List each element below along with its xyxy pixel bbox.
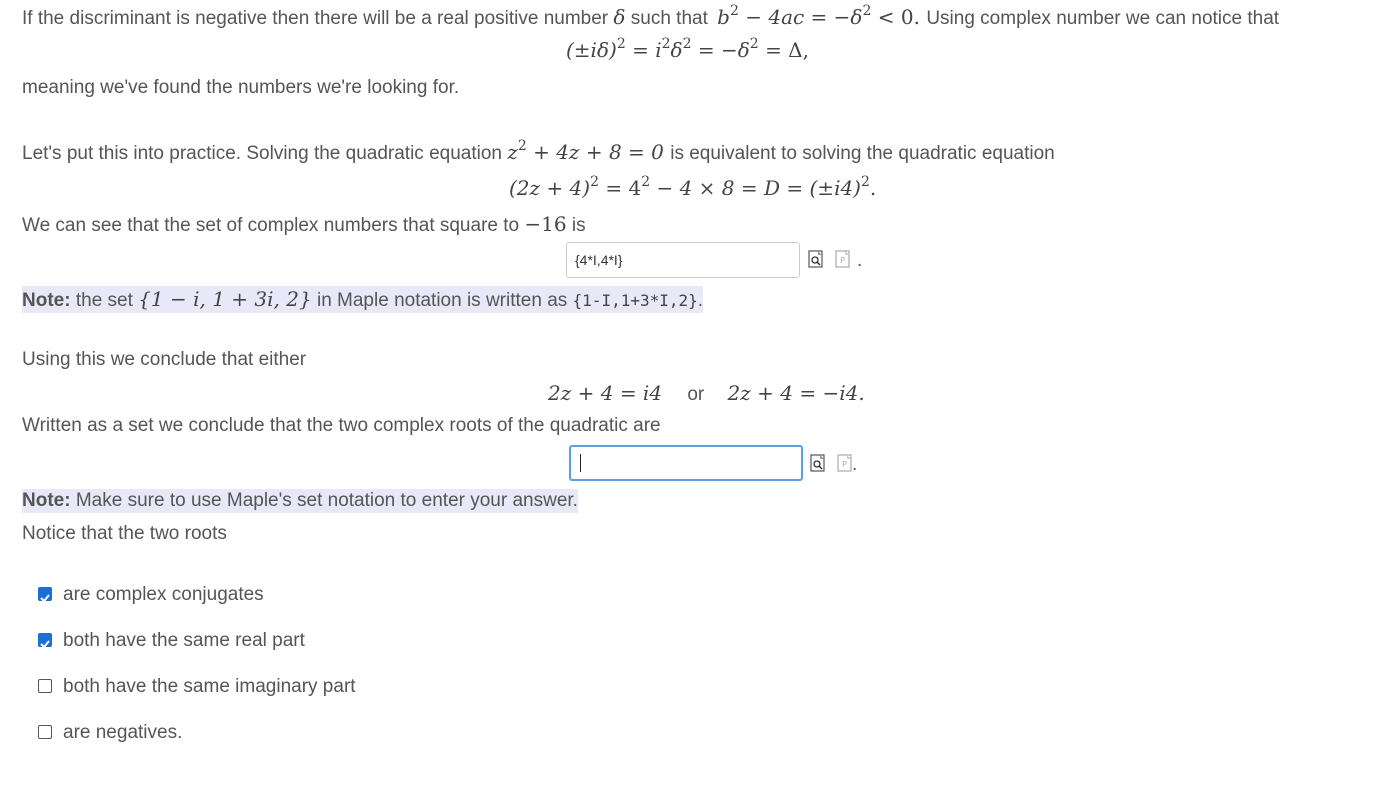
option-label[interactable]: are complex conjugates	[63, 584, 264, 605]
paragraph-found-numbers: meaning we've found the numbers we're looking for.	[22, 77, 460, 98]
text: Make sure to use Maple's set notation to enter your answer.	[75, 490, 578, 511]
note-set-notation	[22, 489, 578, 513]
paragraph-roots-set: Written as a set we conclude that the two complex roots of the quadratic are	[22, 415, 661, 436]
option-label[interactable]: both have the same real part	[63, 630, 305, 651]
math-quadratic: $z^2 + 4z + 8 = 0$	[507, 138, 664, 164]
checkbox-option-2[interactable]	[38, 633, 52, 647]
answer-suffix: .	[852, 454, 858, 475]
text: Let's put this into practice. Solving the quadratic equation	[22, 143, 502, 164]
answer-input-1[interactable]	[566, 242, 800, 278]
svg-text:P: P	[842, 460, 847, 469]
math-inequality: $b^2 - 4ac = -\delta^2 < 0$.	[717, 3, 920, 29]
display-equation-3	[548, 381, 865, 406]
display-equation-2: $(2z + 4)^2 = 4^2 - 4 \times 8 = D = (\pm i4)^2$.	[509, 174, 877, 200]
display-equation-1: $(\pm i\delta)^2 = i^2\delta^2 = -\delta^2 = \Delta$,	[566, 36, 809, 62]
maple-code: {1-I,1+3*I,2}	[572, 291, 698, 310]
note-label: Note:	[22, 490, 71, 511]
preview-icon[interactable]	[810, 454, 826, 472]
check-icon	[39, 592, 51, 604]
text: We can see that the set of complex numbers that square to	[22, 215, 520, 236]
text: is equivalent to solving the quadratic equation	[670, 143, 1055, 164]
text: in Maple notation is written as	[316, 290, 568, 311]
paragraph-discriminant	[22, 5, 1279, 30]
checkbox-option-1[interactable]	[38, 587, 52, 601]
math-value: −16	[524, 212, 567, 236]
paragraph-square-to	[22, 212, 586, 237]
preview-icon[interactable]	[808, 250, 824, 268]
syntax-help-icon[interactable]	[835, 250, 851, 268]
note-label: Note:	[22, 290, 71, 311]
text: If the discriminant is negative then there will be a real positive number	[22, 8, 609, 29]
svg-text:P: P	[840, 256, 845, 265]
math-set-example: {1 − i, 1 + 3i, 2}	[138, 287, 312, 311]
option-label[interactable]: both have the same imaginary part	[63, 676, 356, 697]
text: the set	[75, 290, 133, 311]
math-left: 2z + 4 = i4	[548, 381, 663, 405]
text: is	[571, 215, 586, 236]
note-maple-notation: Note: the set {1 − i, 1 + 3i, 2} in Maple notation is written as {1-I,1+3*I,2}.	[22, 287, 704, 311]
text-or: or	[687, 384, 705, 405]
check-icon	[39, 638, 51, 650]
checkbox-option-3[interactable]	[38, 679, 52, 693]
checkbox-option-4[interactable]	[38, 725, 52, 739]
text: Using complex number we can notice that	[926, 8, 1280, 29]
answer-input-2[interactable]	[569, 445, 803, 481]
paragraph-notice-roots: Notice that the two roots	[22, 523, 227, 544]
option-label[interactable]: are negatives.	[63, 722, 183, 743]
text-cursor	[580, 454, 581, 472]
paragraph-practice	[22, 140, 1055, 165]
syntax-help-icon[interactable]	[837, 454, 853, 472]
math-right: 2z + 4 = −i4.	[727, 381, 865, 405]
paragraph-conclude-either: Using this we conclude that either	[22, 349, 307, 370]
answer-suffix: .	[857, 250, 863, 271]
text: such that	[630, 8, 708, 29]
math-delta: δ	[613, 5, 626, 29]
